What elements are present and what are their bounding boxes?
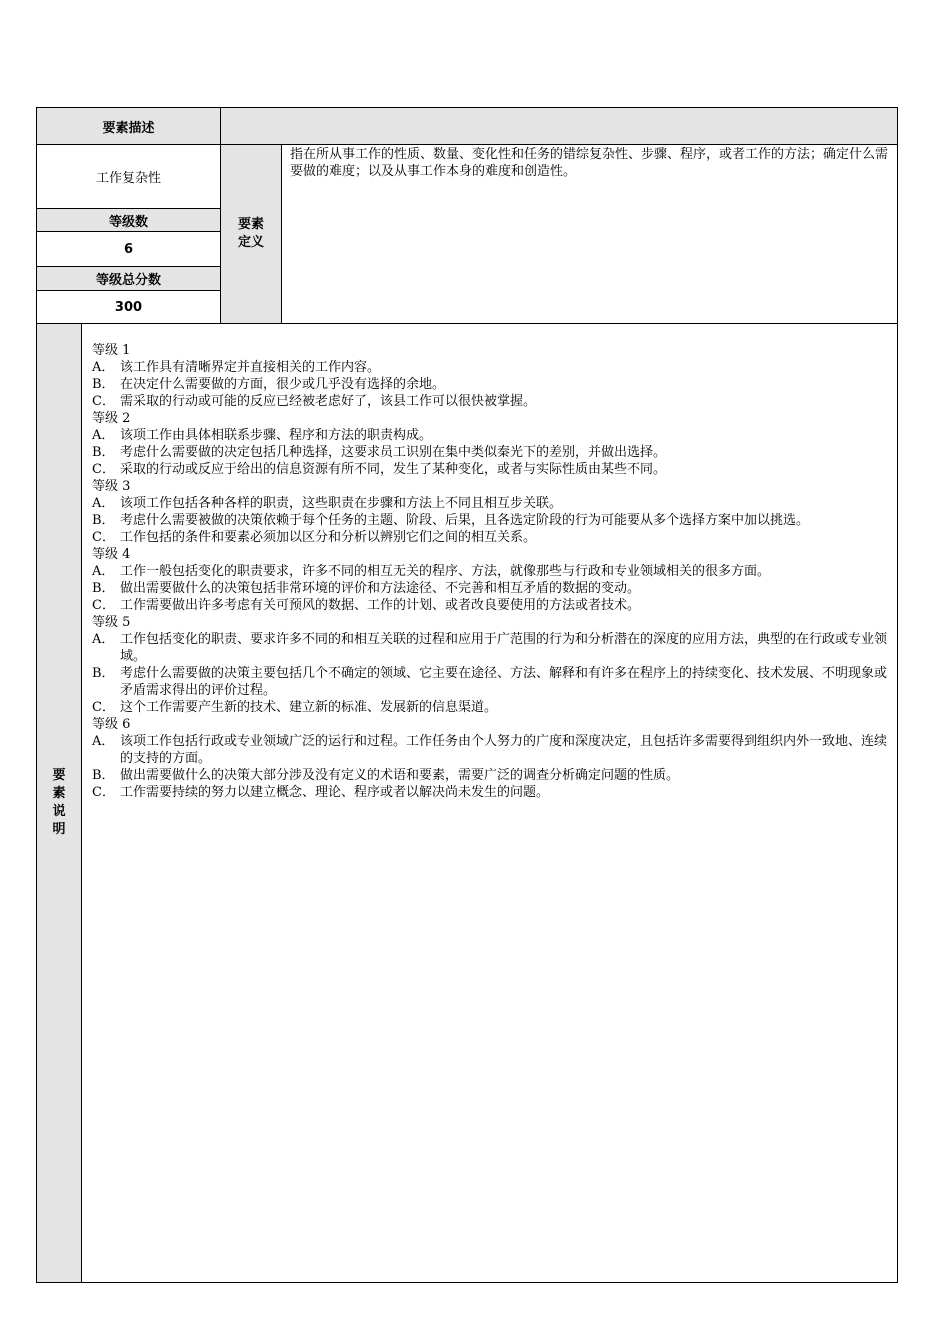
- item-text: 工作需要持续的努力以建立概念、理论、程序或者以解决尚未发生的问题。: [120, 785, 550, 800]
- item-letter: A．: [92, 734, 115, 749]
- element-desc-label: 要素描述: [102, 120, 155, 136]
- level-title: 等级 2: [92, 411, 131, 426]
- level-item: [92, 563, 889, 580]
- level-title: 等级 6: [92, 717, 131, 732]
- level-title: 等级 1: [92, 343, 131, 358]
- level-item: [92, 699, 889, 716]
- item-text: 在决定什么需要做的方面，很少或几乎没有选择的余地。: [120, 377, 446, 392]
- item-letter: C．: [92, 462, 115, 477]
- item-text: 考虑什么需要被做的决策依赖于每个任务的主题、阶段、后果，且各选定阶段的行为可能要从多个选择方案中加以挑选。: [120, 513, 810, 528]
- item-letter: B．: [92, 581, 115, 596]
- total-score-value: 300: [114, 299, 143, 315]
- element-desc-header: [37, 108, 220, 145]
- level-item: [92, 631, 889, 665]
- definition-label-line2: 定义: [237, 235, 264, 250]
- level-item: [92, 461, 889, 478]
- level-count-value: 6: [123, 241, 134, 257]
- explanation-body: [81, 323, 897, 1282]
- item-letter: B．: [92, 666, 115, 681]
- item-letter: A．: [92, 428, 115, 443]
- item-letter: A．: [92, 496, 115, 511]
- level-item: [92, 580, 889, 597]
- item-letter: C．: [92, 598, 115, 613]
- level-item: [92, 512, 889, 529]
- item-text: 做出需要做什么的决策包括非常环境的评价和方法途径、不完善和相互矛盾的数据的变动。: [120, 581, 641, 596]
- item-letter: C．: [92, 394, 115, 409]
- level-item: [92, 376, 889, 393]
- item-letter: A．: [92, 564, 115, 579]
- item-letter: C．: [92, 785, 115, 800]
- item-letter: B．: [92, 445, 115, 460]
- level-item: [92, 665, 889, 699]
- level-item: [92, 529, 889, 546]
- total-score-value-cell: [37, 290, 220, 323]
- definition-label-cell: [220, 145, 281, 323]
- item-letter: A．: [92, 360, 115, 375]
- header-blank-cell: [220, 108, 897, 145]
- item-letter: C．: [92, 700, 115, 715]
- level-item: [92, 495, 889, 512]
- level-count-value-cell: [37, 231, 220, 266]
- item-text: 考虑什么需要做的决定包括几种选择，这要求员工识别在集中类似秦光下的差别，并做出选择。: [120, 445, 667, 460]
- total-score-label-cell: [37, 266, 220, 290]
- level-title: 等级 4: [92, 547, 131, 562]
- level-item: [92, 359, 889, 376]
- total-score-label: 等级总分数: [95, 273, 161, 288]
- definition-label-line1: 要素: [237, 217, 264, 232]
- item-text: 工作包括变化的职责、要求许多不同的和相互关联的过程和应用于广范围的行为和分析潜在的深度的应用方法，典型的在行政或专业领域。: [120, 632, 888, 664]
- level-item: [92, 444, 889, 461]
- level-title: 等级 3: [92, 479, 131, 494]
- item-text: 采取的行动或反应于给出的信息资源有所不同，发生了某种变化，或者与实际性质由某些不同。: [120, 462, 667, 477]
- item-text: 该项工作由具体相联系步骤、程序和方法的职责构成。: [120, 428, 433, 443]
- item-letter: A．: [92, 632, 115, 647]
- level-item: [92, 427, 889, 444]
- level-list: [92, 342, 889, 801]
- definition-text: 指在所从事工作的性质、数量、变化性和任务的错综复杂性、步骤、程序，或者工作的方法；确定什么需要做的难度；以及从事工作本身的难度和创造性。: [290, 147, 889, 179]
- element-table: [36, 107, 898, 1283]
- item-text: 该项工作包括各种各样的职责，这些职责在步骤和方法上不同且相互步关联。: [120, 496, 563, 511]
- explanation-label-cell: [37, 323, 81, 1282]
- item-text: 做出需要做什么的决策大部分涉及没有定义的术语和要素，需要广泛的调查分析确定问题的性质。: [120, 768, 680, 783]
- level-item: [92, 784, 889, 801]
- item-text: 这个工作需要产生新的技术、建立新的标准、发展新的信息渠道。: [120, 700, 498, 715]
- level-item: [92, 393, 889, 410]
- level-item: [92, 767, 889, 784]
- item-text: 工作一般包括变化的职责要求，许多不同的相互无关的程序、方法，就像那些与行政和专业领域相关的很多方面。: [120, 564, 771, 579]
- element-name-cell: [37, 145, 220, 208]
- level-count-label: 等级数: [108, 214, 148, 230]
- item-text: 工作包括的条件和要素必须加以区分和分析以辨别它们之间的相互关系。: [120, 530, 537, 545]
- item-letter: B．: [92, 768, 115, 783]
- item-text: 需采取的行动或可能的反应已经被老虑好了，该县工作可以很快被掌握。: [120, 394, 537, 409]
- item-text: 该项工作包括行政或专业领域广泛的运行和过程。工作任务由个人努力的广度和深度决定，且包括许多需要得到组织内外一致地、连续的支持的方面。: [120, 734, 888, 766]
- item-letter: B．: [92, 513, 115, 528]
- item-letter: B．: [92, 377, 115, 392]
- level-title: 等级 5: [92, 615, 131, 630]
- item-text: 考虑什么需要做的决策主要包括几个不确定的领域、它主要在途径、方法、解释和有许多在程序上的持续变化、技术发展、不明现象或矛盾需求得出的评价过程。: [120, 666, 888, 698]
- level-count-label-cell: [37, 208, 220, 231]
- item-letter: C．: [92, 530, 115, 545]
- level-item: [92, 733, 889, 767]
- item-text: 该工作具有清晰界定并直接相关的工作内容。: [120, 360, 381, 375]
- level-item: [92, 597, 889, 614]
- definition-text-cell: [281, 145, 897, 323]
- explanation-label: 要 素 说 明: [52, 768, 66, 837]
- item-text: 工作需要做出许多考虑有关可预风的数据、工作的计划、或者改良要使用的方法或者技术。: [120, 598, 641, 613]
- element-name: 工作复杂性: [95, 171, 161, 186]
